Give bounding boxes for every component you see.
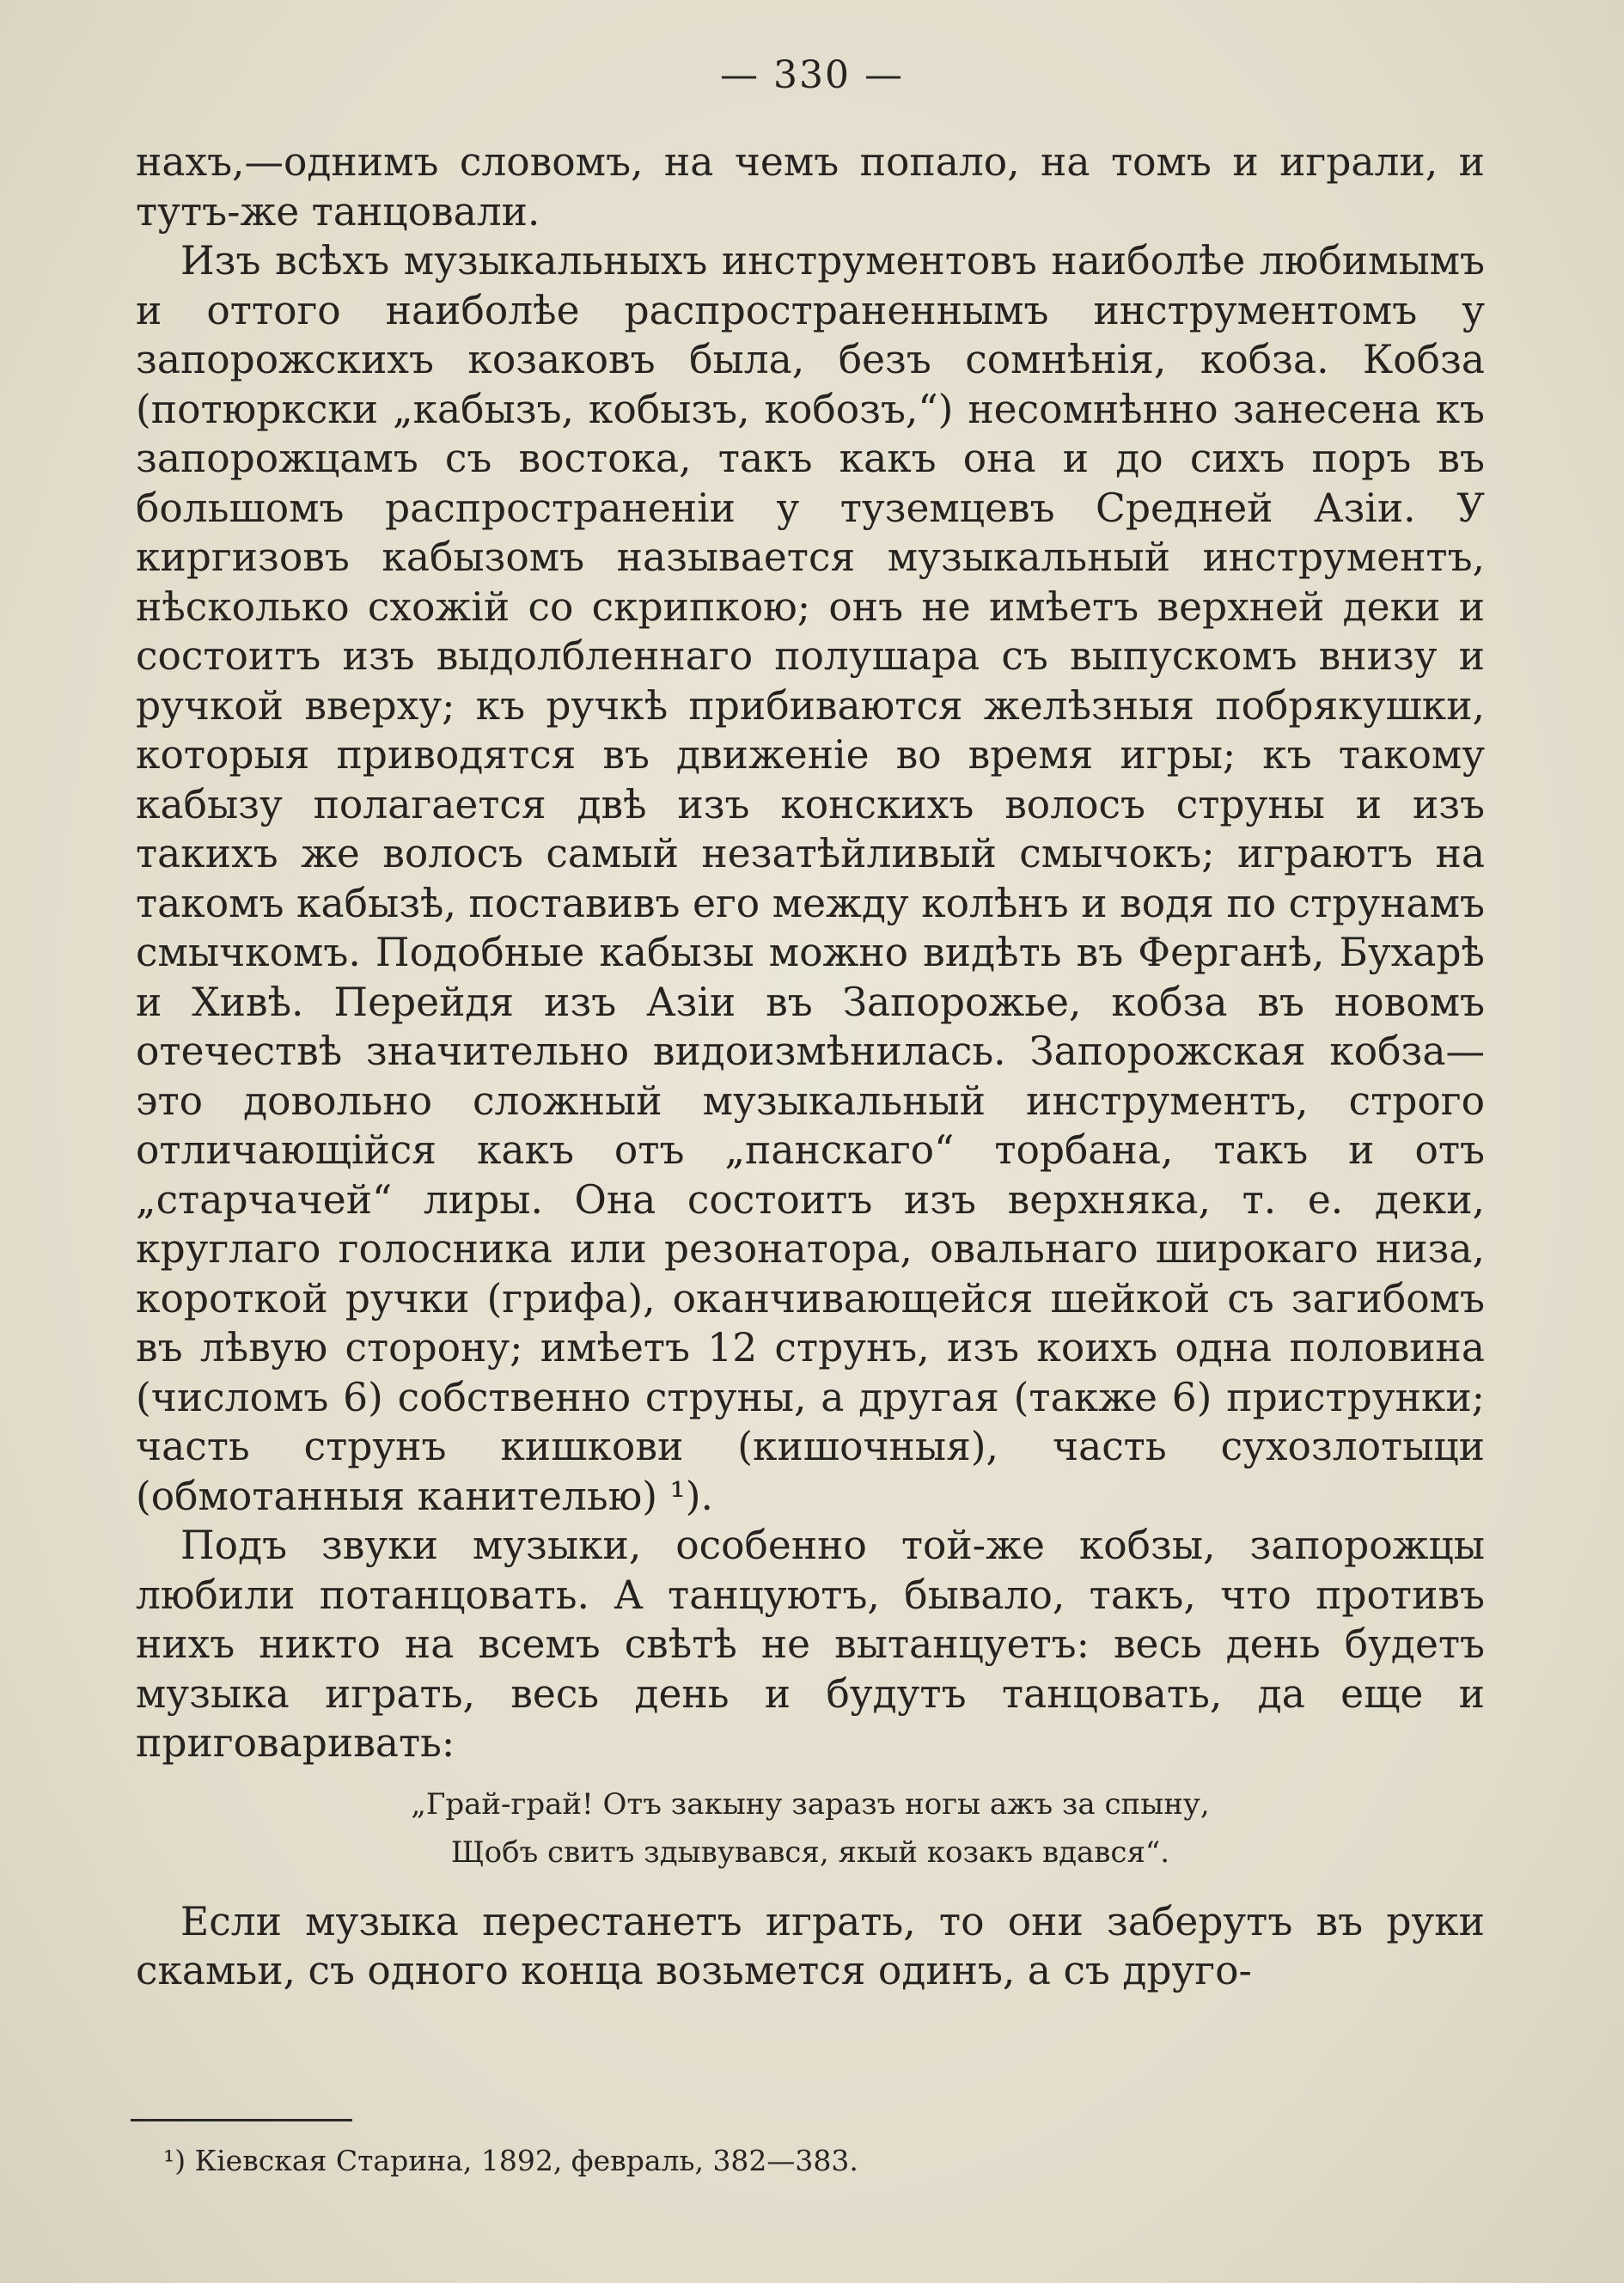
body-text <box>136 137 1485 1996</box>
footnote-divider <box>131 2119 352 2121</box>
paragraph-closing: Если музыка перестанетъ играть, то они заберутъ въ руки скамьи, съ одного конца возьмется одинъ, а съ друго- <box>136 1898 1485 1993</box>
paragraph-kobza: Изъ всѣхъ музыкальныхъ инструментовъ наиболѣе любимымъ и оттого наиболѣе распространеннымъ инструментомъ у запорожскихъ козаковъ была, безъ сомнѣнія, кобза. Кобза (потюркски „кабызъ, кобызъ, кобозъ,“) несомнѣнно занесена къ запорожцамъ съ востока, такъ какъ она и до сихъ поръ въ большомъ распространеніи у туземцевъ Средней Азіи. У киргизовъ кабызомъ называется музыкальный инструментъ, нѣсколько схожій со скрипкою; онъ не имѣетъ верхней деки и состоитъ изъ выдолбленнаго полушара съ выпускомъ внизу и ручкой вверху; къ ручкѣ прибиваются желѣзныя побрякушки, которыя приводятся въ движеніе во время игры; къ такому кабызу полагается двѣ изъ конскихъ волосъ струны и изъ такихъ же волосъ самый незатѣйливый смычокъ; играютъ на такомъ кабызѣ, поставивъ его между колѣнъ и водя по струнамъ смычкомъ. Подобные кабызы можно видѣть въ Ферганѣ, Бухарѣ и Хивѣ. Перейдя изъ Азіи въ Запорожье, кобза въ новомъ отечествѣ значительно видоизмѣнилась. Запорожская кобза—это довольно сложный музыкальный инструментъ, строго отличающійся какъ отъ „панскаго“ торбана, такъ и отъ „старчачей“ лиры. Она состоитъ изъ верхняка, т. е. деки, круглаго голосника или резонатора, овальнаго широкаго низа, короткой ручки (грифа), оканчивающейся шейкой съ загибомъ въ лѣвую сторону; имѣетъ 12 струнъ, изъ коихъ одна половина (числомъ 6) собственно струны, а другая (также 6) приструнки; часть струнъ кишкови (кишочныя), часть сухозлотыци (обмотанныя канителью) ¹). <box>136 238 1485 1519</box>
verse-line: Щобъ свитъ здывувався, якый козакъ вдався“. <box>450 1834 1170 1870</box>
verse-quote <box>136 1780 1485 1877</box>
footnote: ¹) Кіевская Старина, 1892, февраль, 382—383. <box>163 2144 858 2177</box>
verse-line: „Грай-грай! Отъ закыну заразъ ногы ажъ за спыну, <box>411 1786 1210 1822</box>
page-number: — 330 — <box>720 53 904 97</box>
paragraph-dance: Подъ звуки музыки, особенно той-же кобзы, запорожцы любили потанцовать. А танцуютъ, бывало, такъ, что противъ нихъ никто на всемъ свѣтѣ не вытанцуетъ: весь день будетъ музыка играть, весь день и будутъ танцовать, да еще и приговаривать: <box>136 1523 1485 1766</box>
paragraph-continuation: нахъ,—однимъ словомъ, на чемъ попало, на томъ и играли, и тутъ-же танцовали. <box>136 139 1485 235</box>
